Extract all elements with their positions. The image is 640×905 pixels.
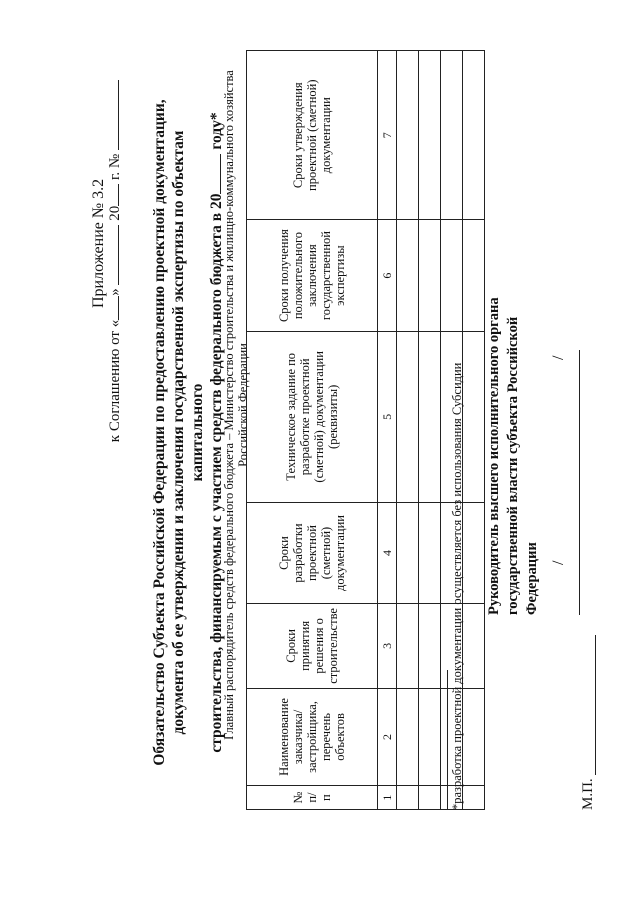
column-number: 3 [378,604,397,689]
table-cell [397,688,419,785]
table-cell [463,331,485,502]
table-cell [419,604,441,689]
footnote-rule [447,670,448,810]
signatory-title [485,255,542,615]
table-cell [397,220,419,331]
table-cell [463,51,485,220]
column-number: 1 [378,786,397,810]
signature-line [555,350,580,615]
table-cell [397,51,419,220]
table-cell [463,220,485,331]
table-header-cell: Сроки получения положительного заключения государственной экспертизы [247,220,378,331]
annex-ref-year: 20 [107,205,123,221]
table-cell [419,502,441,603]
annex-ref-prefix: к Соглашению от « [107,319,123,443]
table-header-cell: Сроки принятия решения о строительстве [247,604,378,689]
table-cell [463,688,485,785]
table-cell [397,502,419,603]
column-number: 4 [378,502,397,603]
annex-reference [106,80,124,442]
annex-ref-suffix: г. № [107,153,123,181]
footnote: *разработка проектной документации осуществляется без использования Субсидии [450,362,464,810]
column-number: 2 [378,688,397,785]
table-cell [419,220,441,331]
stamp-label: М.П. [580,778,596,810]
signatory-line-2: государственной власти субъекта Российской Федерации [505,316,540,615]
stamp-line [595,635,596,775]
annex-year-blank [106,184,119,206]
table-header-row [247,51,378,810]
table-cell [419,51,441,220]
annex-number-blank [106,80,119,150]
signature-separator: / [550,355,567,360]
annex-title: Приложение № 3.2 [90,178,107,308]
annex-day-blank [106,296,119,320]
title-line-3b: году* [208,112,225,150]
table-row [419,51,441,810]
budget-holder-line-1: Главный распорядитель средств федерального бюджета – Министерство строительства и жилищно-коммунального хозяйства [222,70,236,740]
table-header-cell: Наименование заказчика/ застройщика, перечень объектов [247,688,378,785]
table-row [397,51,419,810]
table-cell [463,502,485,603]
column-number: 5 [378,331,397,502]
budget-holder-line-2: Российской Федерации [236,343,250,467]
table-header-cell: Сроки утверждения проектной (сметной) документации [247,51,378,220]
annex-month-blank [106,225,119,285]
table-header-cell: № п/п [247,786,378,810]
table-header-cell: Техническое задание по разработке проектной (сметной) документации (реквизиты) [247,331,378,502]
title-line-2: документа об ее утверждении и заключения государственной экспертизы по объектам капитального [170,130,206,735]
column-number: 6 [378,220,397,331]
table-cell [441,51,463,220]
annex-ref-mid: » [107,288,123,296]
table-number-row [378,51,397,810]
table-cell [441,220,463,331]
signatory-line-1: Руководитель высшего исполнительного органа [486,297,502,615]
table-cell [463,786,485,810]
table-cell [419,786,441,810]
title-year-blank [207,154,221,194]
table-row [463,51,485,810]
table-cell [397,604,419,689]
table-cell [419,688,441,785]
column-number: 7 [378,51,397,220]
table-cell [397,331,419,502]
title-line-3a: строительства, финансируемым с участием средств федерального бюджета в 20 [208,193,225,753]
table-header-cell: Сроки разработки проектной (сметной) документации [247,502,378,603]
table-cell [419,331,441,502]
title-line-1: Обязательство Субъекта Российской Федерации по предоставлению проектной документации, [151,99,168,766]
signature-separator: / [550,560,567,565]
table-cell [397,786,419,810]
table-cell [463,604,485,689]
document-title [150,80,226,785]
